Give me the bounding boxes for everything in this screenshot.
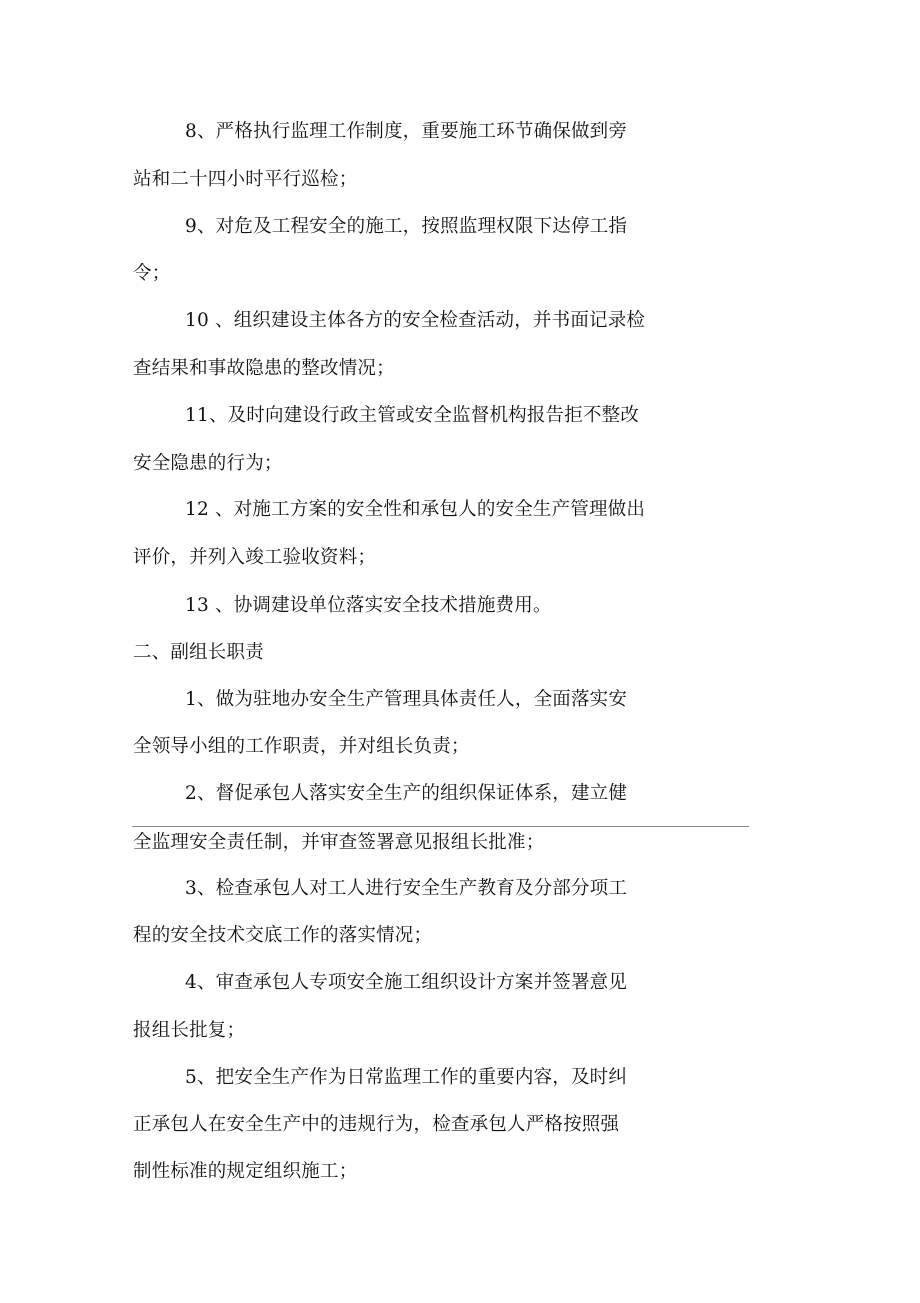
item-8-line-1: 8、严格执行监理工作制度，重要施工环节确保做到旁 bbox=[185, 121, 628, 142]
item-12-line-2: 评价，并列入竣工验收资料； bbox=[133, 547, 377, 568]
deputy-item-5-line-3: 制性标准的规定组织施工； bbox=[133, 1161, 358, 1182]
item-9-line-1: 9、对危及工程安全的施工，按照监理权限下达停工指 bbox=[185, 216, 628, 237]
item-13-line-1: 13 、协调建设单位落实安全技术措施费用。 bbox=[185, 595, 552, 616]
deputy-item-4-line-2: 报组长批复； bbox=[133, 1020, 246, 1041]
item-10-line-1: 10 、组织建设主体各方的安全检查活动，并书面记录检 bbox=[185, 310, 646, 331]
item-10-line-2: 查结果和事故隐患的整改情况； bbox=[133, 358, 395, 379]
item-11-line-1: 11、及时向建设行政主管或安全监督机构报告拒不整改 bbox=[185, 405, 640, 426]
item-9-line-2: 令； bbox=[133, 263, 171, 284]
section-heading: 二、副组长职责 bbox=[133, 642, 264, 663]
divider-rule bbox=[132, 826, 749, 827]
deputy-item-4-line-1: 4、审查承包人专项安全施工组织设计方案并签署意见 bbox=[185, 972, 628, 993]
item-12-line-1: 12 、对施工方案的安全性和承包人的安全生产管理做出 bbox=[185, 499, 646, 520]
item-8-line-2: 站和二十四小时平行巡检； bbox=[133, 169, 358, 190]
item-11-line-2: 安全隐患的行为； bbox=[133, 453, 283, 474]
deputy-item-3-line-1: 3、检查承包人对工人进行安全生产教育及分部分项工 bbox=[185, 878, 628, 899]
deputy-item-5-line-1: 5、把安全生产作为日常监理工作的重要内容，及时纠 bbox=[185, 1067, 628, 1088]
deputy-item-2-line-1: 2、督促承包人落实安全生产的组织保证体系，建立健 bbox=[185, 783, 628, 804]
deputy-item-1-line-2: 全领导小组的工作职责，并对组长负责； bbox=[133, 736, 470, 757]
deputy-item-2-line-2: 全监理安全责任制，并审查签署意见报组长批准； bbox=[133, 832, 545, 853]
deputy-item-3-line-2: 程的安全技术交底工作的落实情况； bbox=[133, 925, 433, 946]
deputy-item-5-line-2: 正承包人在安全生产中的违规行为，检查承包人严格按照强 bbox=[133, 1114, 620, 1135]
deputy-item-1-line-1: 1、做为驻地办安全生产管理具体责任人，全面落实安 bbox=[185, 689, 628, 710]
